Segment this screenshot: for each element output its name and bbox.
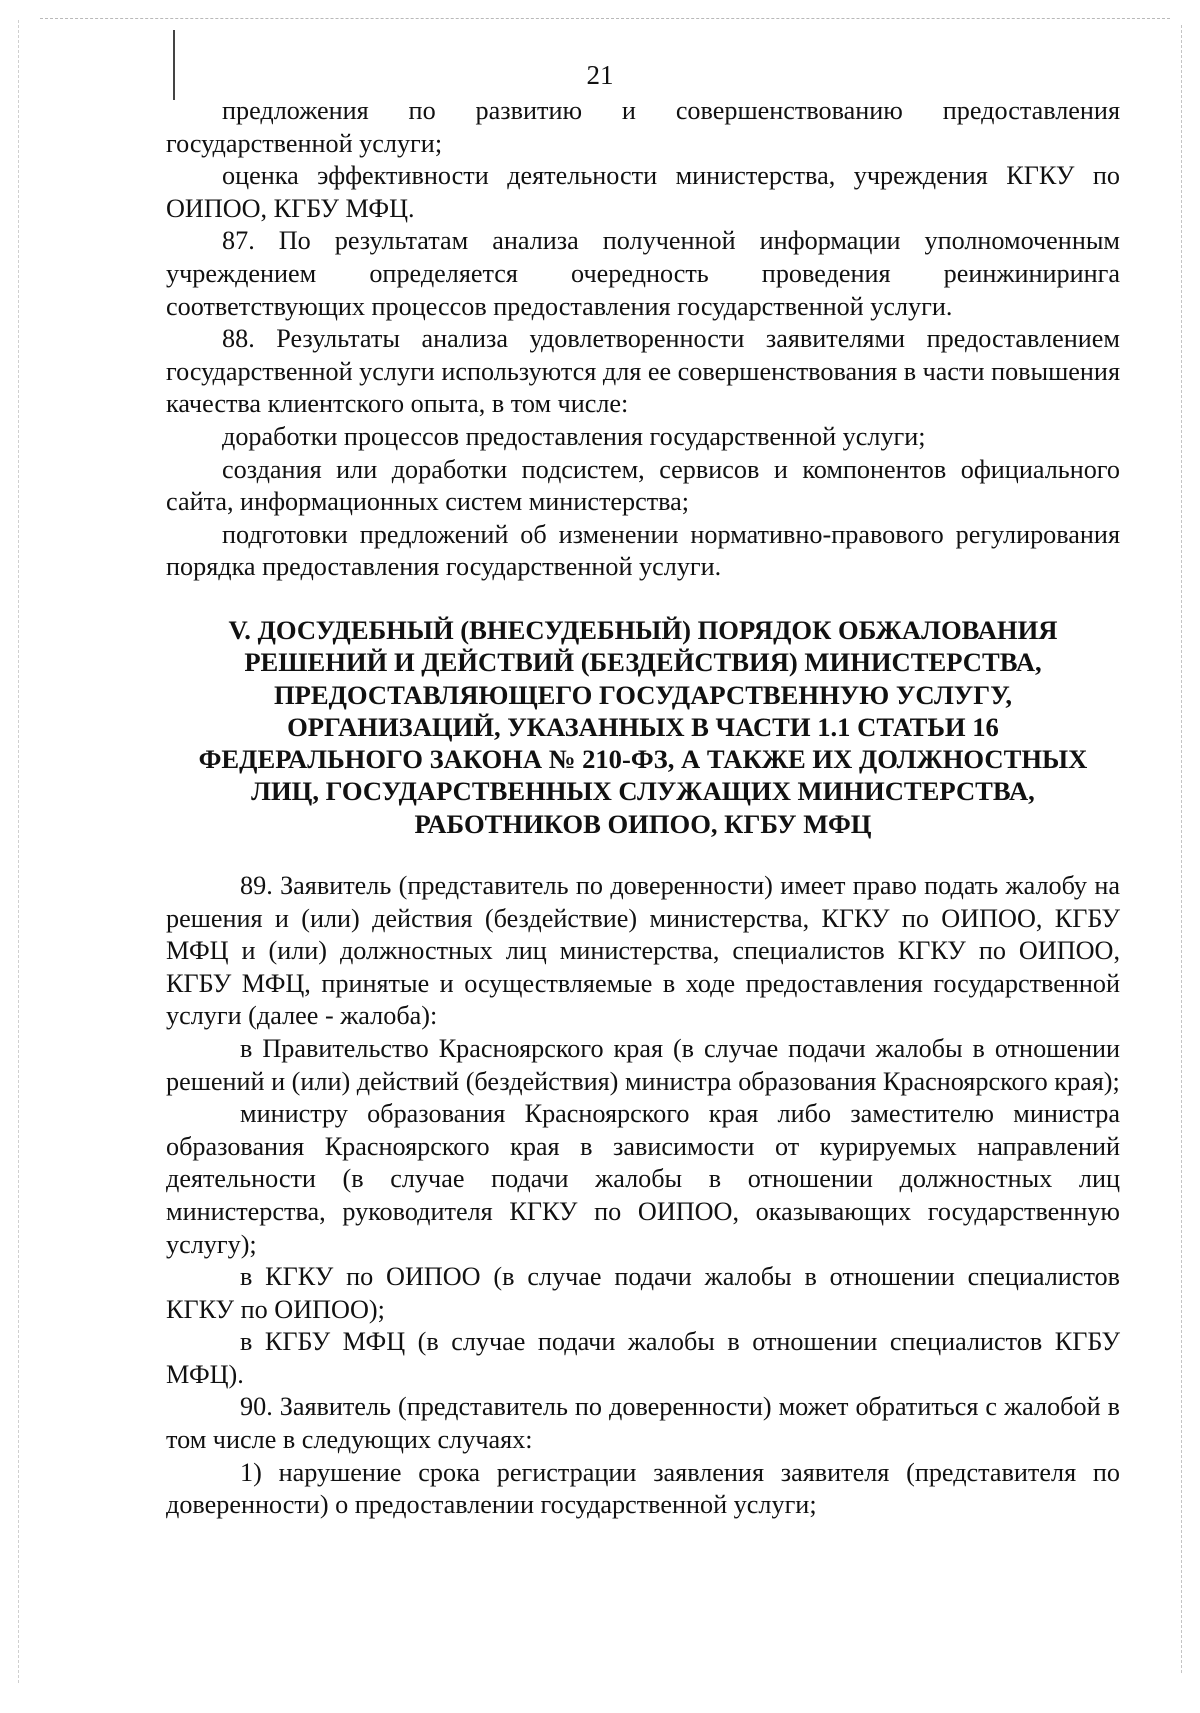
paragraph: 87. По результатам анализа полученной информации уполномоченным учреждением определяется очередность проведения реинжиниринга соответствующих процессов предоставления государственной услуги.	[166, 226, 1120, 321]
paragraph: оценка эффективности деятельности министерства, учреждения КГКУ по ОИПОО, КГБУ МФЦ.	[166, 161, 1120, 223]
scan-edge-left	[18, 20, 19, 1683]
scan-edge-top	[40, 18, 1170, 19]
scan-edge-right	[1181, 25, 1182, 1673]
paragraph: 90. Заявитель (представитель по доверенности) может обратиться с жалобой в том числе в следующих случаях:	[166, 1392, 1120, 1455]
paragraph: предложения по развитию и совершенствованию предоставления государственной услуги;	[166, 96, 1120, 158]
paragraph: в Правительство Красноярского края (в случае подачи жалобы в отношении решений и (или) действий (бездействия) министра образования Красноярского края);	[166, 1033, 1120, 1096]
page-number: 21	[586, 60, 614, 90]
section-heading: V. ДОСУДЕБНЫЙ (ВНЕСУДЕБНЫЙ) ПОРЯДОК ОБЖАЛОВАНИЯ РЕШЕНИЙ И ДЕЙСТВИЙ (БЕЗДЕЙСТВИЯ) МИНИСТЕРСТВА, ПРЕДОСТАВЛЯЮЩЕГО ГОСУДАРСТВЕННУЮ УСЛУГУ, ОРГАНИЗАЦИЙ, УКАЗАННЫХ В ЧАСТИ 1.1 СТАТЬИ 16 ФЕДЕРАЛЬНОГО ЗАКОНА № 210-ФЗ, А ТАКЖЕ ИХ ДОЛЖНОСТНЫХ ЛИЦ, ГОСУДАРСТВЕННЫХ СЛУЖАЩИХ МИНИСТЕРСТВА, РАБОТНИКОВ ОИПОО, КГБУ МФЦ	[198, 614, 1088, 839]
paragraph: 88. Результаты анализа удовлетворенности заявителями предоставлением государственной услуги используются для ее совершенствования в части повышения качества клиентского опыта, в том числе:	[166, 324, 1120, 419]
paragraph: 89. Заявитель (представитель по доверенности) имеет право подать жалобу на решения и (или) действия (бездействие) министерства, КГКУ по ОИПОО, КГБУ МФЦ и (или) должностных лиц министерства, специалистов КГКУ по ОИПОО, КГБУ МФЦ, принятые и осуществляемые в ходе предоставления государственной услуги (далее - жалоба):	[166, 870, 1120, 1031]
paragraph: подготовки предложений об изменении нормативно-правового регулирования порядка предоставления государственной услуги.	[166, 519, 1120, 582]
paragraph: министру образования Красноярского края либо заместителю министра образования Красноярского края в зависимости от курируемых направлений деятельности (в случае подачи жалобы в отношении должностных лиц министерства, руководителя КГКУ по ОИПОО, оказывающих государственную услугу);	[166, 1099, 1120, 1259]
paragraph: 1) нарушение срока регистрации заявления заявителя (представителя по доверенности) о предоставлении государственной услуги;	[166, 1457, 1120, 1520]
paragraph: в КГКУ по ОИПОО (в случае подачи жалобы в отношении специалистов КГКУ по ОИПОО);	[166, 1262, 1120, 1324]
paragraph: в КГБУ МФЦ (в случае подачи жалобы в отношении специалистов КГБУ МФЦ).	[166, 1327, 1120, 1389]
paragraph: создания или доработки подсистем, сервисов и компонентов официального сайта, информационных систем министерства;	[166, 454, 1120, 517]
document-body	[166, 95, 1120, 1522]
paragraph: доработки процессов предоставления государственной услуги;	[222, 421, 926, 451]
